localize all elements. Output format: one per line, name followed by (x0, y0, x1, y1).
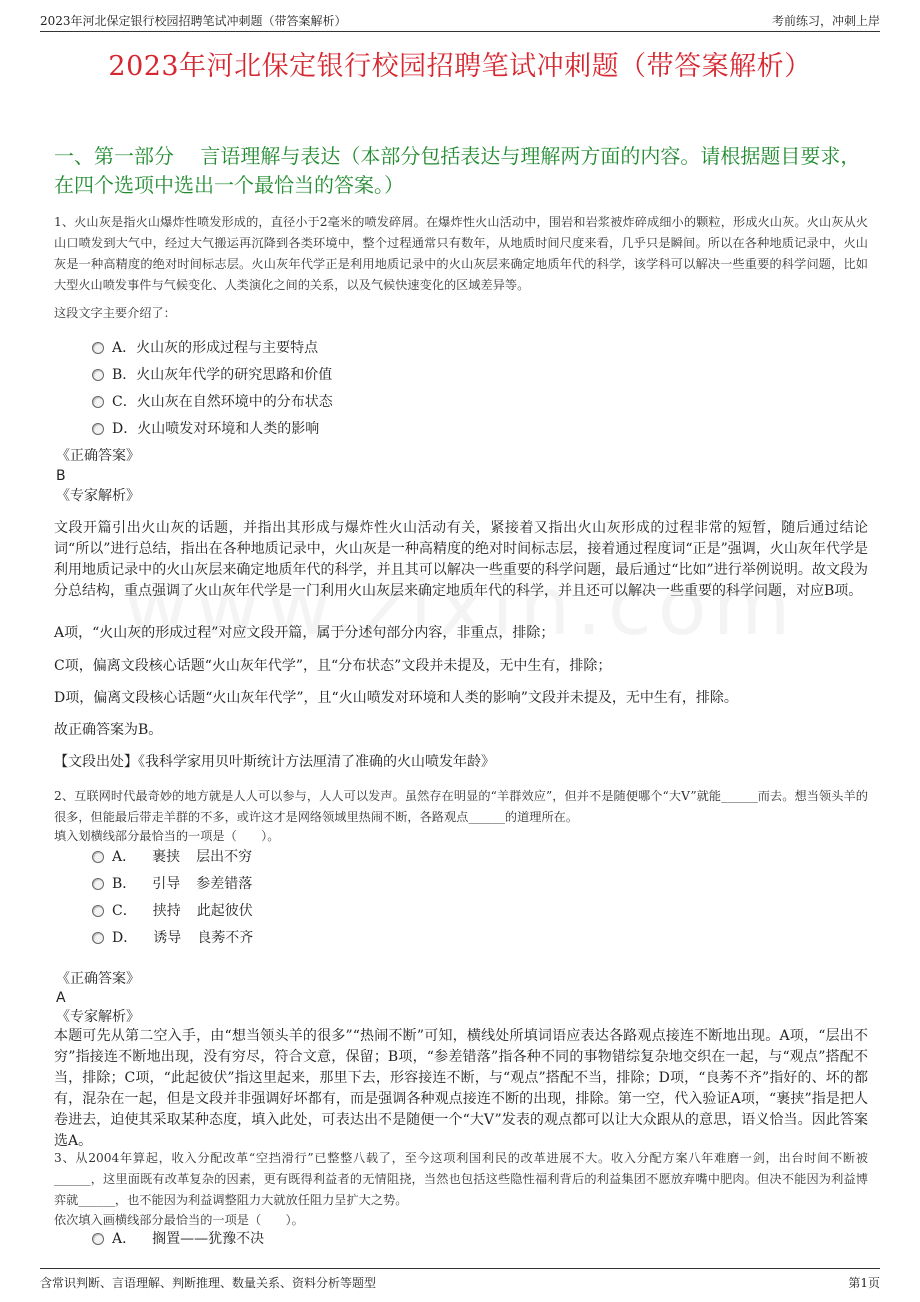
q1-analysis-d: D项，偏离文段核心话题“火山灰年代学”，且“火山喷发对环境和人类的影响”文段并未提及，无中生有，排除。 (54, 690, 738, 706)
radio-icon[interactable] (92, 423, 104, 435)
radio-icon[interactable] (92, 396, 104, 408)
page-header (40, 10, 880, 32)
option-letter: C． (112, 903, 137, 919)
q1-conclusion: 故正确答案为B。 (54, 722, 163, 738)
option-letter: A． (112, 340, 137, 356)
footer-topics: 含常识判断、言语理解、判断推理、数量关系、资料分析等题型 (40, 1276, 377, 1290)
option-word-1: 裹挟 (152, 849, 181, 865)
option-word-2: 参差错落 (196, 876, 253, 892)
q1-option-a[interactable] (92, 337, 318, 359)
option-letter: D． (112, 930, 138, 946)
option-word-1: 引导 (152, 876, 181, 892)
header-doc-title: 2023年河北保定银行校园招聘笔试冲刺题（带答案解析） (40, 14, 347, 28)
q1-stem: 1、火山灰是指火山爆炸性喷发形成的，直径小于2毫米的喷发碎屑。在爆炸性火山活动中，围岩和岩浆被炸碎成细小的颗粒，形成火山灰。火山灰从火山口喷发到大气中，经过大气搬运再沉降到各类环境中，整个过程通常只有数年，从地质时间尺度来看，几乎只是瞬间。所以在各种地质记录中，火山灰是一种高精度的绝对时间标志层。火山灰年代学正是利用地质记录中的火山灰层来确定地质年代的科学，该学科可以解决一些重要的科学问题，比如大型火山喷发事件与气候变化、人类演化之间的关系，以及气候快速变化的区域差异等。 (54, 215, 868, 292)
option-word-2: 良莠不齐 (197, 930, 254, 946)
q2-analysis-label: 《专家解析》 (56, 1009, 140, 1025)
option-letter: A． (112, 849, 137, 865)
radio-icon[interactable] (92, 342, 104, 354)
option-text: 火山灰在自然环境中的分布状态 (136, 394, 333, 410)
q2-answer: A (56, 990, 66, 1006)
q2-prompt: 填入划横线部分最恰当的一项是（ ）。 (54, 829, 280, 843)
radio-icon[interactable] (92, 369, 104, 381)
radio-icon[interactable] (92, 1233, 104, 1245)
option-text: 火山灰年代学的研究思路和价值 (136, 367, 333, 383)
option-letter: A． (112, 1231, 137, 1247)
page-title: 2023年河北保定银行校园招聘笔试冲刺题（带答案解析） (108, 51, 812, 82)
radio-icon[interactable] (92, 851, 104, 863)
radio-icon[interactable] (92, 932, 104, 944)
section-heading: 一、第一部分 言语理解与表达（本部分包括表达与理解两方面的内容。请根据题目要求，在四个选项中选出一个最恰当的答案。） (54, 144, 861, 197)
q1-option-d[interactable] (92, 418, 319, 440)
option-word-2: 层出不穷 (196, 849, 253, 865)
radio-icon[interactable] (92, 905, 104, 917)
option-letter: B． (112, 876, 137, 892)
option-letter: D． (112, 421, 138, 437)
q1-analysis-main: 文段开篇引出火山灰的话题，并指出其形成与爆炸性火山活动有关，紧接着又指出火山灰形成的过程非常的短暂，随后通过结论词“所以”进行总结，指出在各种地质记录中，火山灰是一种高精度的绝对时间标志层，接着通过程度词“正是”强调，火山灰年代学是利用地质记录中的火山灰层来确定地质年代的科学，并且其可以解决一些重要的科学问题，最后通过“比如”进行举例说明。故文段为分总结构，重点强调了火山灰年代学是一门利用火山灰层来确定地质年代的科学，并且还可以解决一些重要的科学问题，对应B项。 (54, 520, 868, 599)
page-footer (40, 1268, 880, 1292)
option-text: 火山喷发对环境和人类的影响 (137, 421, 320, 437)
option-word-2: 此起彼伏 (196, 903, 253, 919)
q1-source: 【文段出处】《我科学家用贝叶斯统计方法厘清了准确的火山喷发年龄》 (54, 754, 495, 770)
q1-prompt: 这段文字主要介绍了： (54, 306, 176, 320)
radio-icon[interactable] (92, 878, 104, 890)
q3-option-a[interactable] (92, 1228, 264, 1250)
option-text: 搁置——犹豫不决 (152, 1231, 265, 1247)
q2-analysis: 本题可先从第二空入手，由“想当领头羊的很多”“热闹不断”可知，横线处所填词语应表达各路观点接连不断地出现。A项，“层出不穷”指接连不断地出现，没有穷尽，符合文意，保留；B项，“参差错落”指各种不同的事物错综复杂地交织在一起，与“观点”搭配不当，排除；C项，“此起彼伏”指这里起来，那里下去，形容接连不断，与“观点”搭配不当，排除；D项，“良莠不齐”指好的、坏的都有，混杂在一起，但是文段并非强调好坏都有，而是强调各种观点接连不断的出现，排除。第一空，代入验证A项，“裹挟”指是把人卷进去，迫使其采取某种态度，填入此处，可表达出不是随便一个“大V”发表的观点都可以让大众跟从的意思，语义恰当。因此答案选A。 (54, 1028, 868, 1149)
q1-answer: B (56, 468, 66, 484)
header-slogan: 考前练习，冲刺上岸 (771, 14, 880, 28)
footer-page-number: 第1页 (848, 1276, 880, 1290)
q1-analysis-label: 《专家解析》 (56, 488, 140, 504)
option-letter: C． (112, 394, 137, 410)
q2-option-d[interactable] (92, 927, 253, 949)
q1-analysis-a: A项，“火山灰的形成过程”对应文段开篇，属于分述句部分内容，非重点，排除； (54, 625, 555, 641)
q1-option-c[interactable] (92, 391, 333, 413)
q1-analysis-c: C项，偏离文段核心话题“火山灰年代学”，且“分布状态”文段并未提及，无中生有，排除； (54, 658, 612, 674)
q1-option-b[interactable] (92, 364, 332, 386)
q3-stem: 3、从2004年算起，收入分配改革“空挡滑行”已整整八载了，至今这项利国利民的改革进展不大。收入分配方案八年难磨一剑，出台时间不断被______，这里面既有改革复杂的因素，更有既得利益者的无情阻挠，当然也包括这些隐性福利背后的利益集团不愿放弃嘴中肥肉。但决不能因为利益博弈就______，也不能因为利益调整阻力大就放任阻力呈扩大之势。 (54, 1151, 868, 1207)
option-word-1: 诱导 (153, 930, 182, 946)
q2-answer-label: 《正确答案》 (56, 971, 140, 987)
q2-option-c[interactable] (92, 900, 253, 922)
q3-prompt: 依次填入画横线部分最恰当的一项是（ ）。 (54, 1213, 304, 1227)
option-word-1: 挟持 (152, 903, 181, 919)
q2-option-a[interactable] (92, 846, 252, 868)
q2-option-b[interactable] (92, 873, 252, 895)
q1-answer-label: 《正确答案》 (56, 448, 140, 464)
option-text: 火山灰的形成过程与主要特点 (136, 340, 319, 356)
option-letter: B． (112, 367, 137, 383)
q2-stem: 2、互联网时代最奇妙的地方就是人人可以参与，人人可以发声。虽然存在明显的“羊群效应”，但并不是随便哪个“大V”就能______而去。想当领头羊的很多，但能最后带走羊群的不多，或许这才是网络领域里热闹不断，各路观点______的道理所在。 (54, 789, 868, 824)
